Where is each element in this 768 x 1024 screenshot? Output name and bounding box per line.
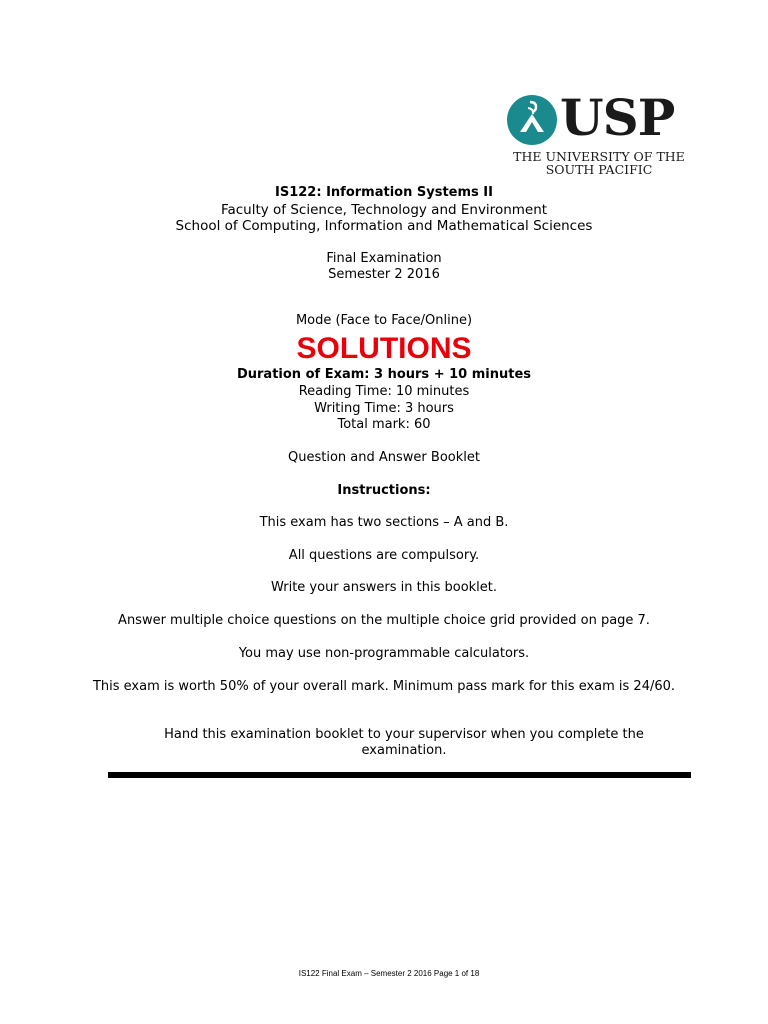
instruction-item: Answer multiple choice questions on the multiple choice grid provided on page 7.: [118, 613, 650, 628]
writing-time: Writing Time: 3 hours: [314, 401, 454, 416]
school-name: School of Computing, Information and Mathematical Sciences: [175, 218, 593, 234]
exam-mode: Mode (Face to Face/Online): [295, 313, 473, 328]
course-title: IS122: Information Systems II: [275, 185, 493, 200]
instruction-item: This exam has two sections – A and B.: [259, 515, 509, 530]
logo-subtitle-line2: SOUTH PACIFIC: [545, 162, 653, 177]
instruction-item: All questions are compulsory.: [288, 548, 480, 563]
instruction-item: You may use non-programmable calculators.: [238, 646, 530, 661]
booklet-type: Question and Answer Booklet: [288, 450, 480, 465]
semester: Semester 2 2016: [328, 267, 440, 282]
total-mark: Total mark: 60: [337, 417, 431, 432]
logo-wordmark: USP: [560, 88, 675, 147]
handin-instruction-line1: Hand this examination booklet to your supervisor when you complete the: [164, 727, 644, 742]
faculty-name: Faculty of Science, Technology and Environment: [220, 202, 548, 218]
logo-subtitle: [508, 150, 690, 176]
solutions-heading: SOLUTIONS: [296, 332, 472, 365]
exam-duration: Duration of Exam: 3 hours + 10 minutes: [236, 367, 532, 382]
instruction-item: Write your answers in this booklet.: [270, 580, 498, 595]
usp-emblem-icon: [506, 94, 558, 146]
reading-time: Reading Time: 10 minutes: [298, 384, 470, 399]
page-footer: IS122 Final Exam – Semester 2 2016 Page 1 of 18: [298, 969, 480, 978]
handin-instruction-line2: examination.: [361, 743, 447, 758]
exam-type: Final Examination: [326, 251, 442, 266]
horizontal-rule: [108, 772, 691, 778]
logo-subtitle-line1: THE UNIVERSITY OF THE: [513, 149, 685, 164]
instruction-item: This exam is worth 50% of your overall mark. Minimum pass mark for this exam is 24/60.: [92, 679, 676, 694]
usp-logo: [500, 90, 694, 182]
instructions-heading: Instructions:: [337, 483, 431, 498]
